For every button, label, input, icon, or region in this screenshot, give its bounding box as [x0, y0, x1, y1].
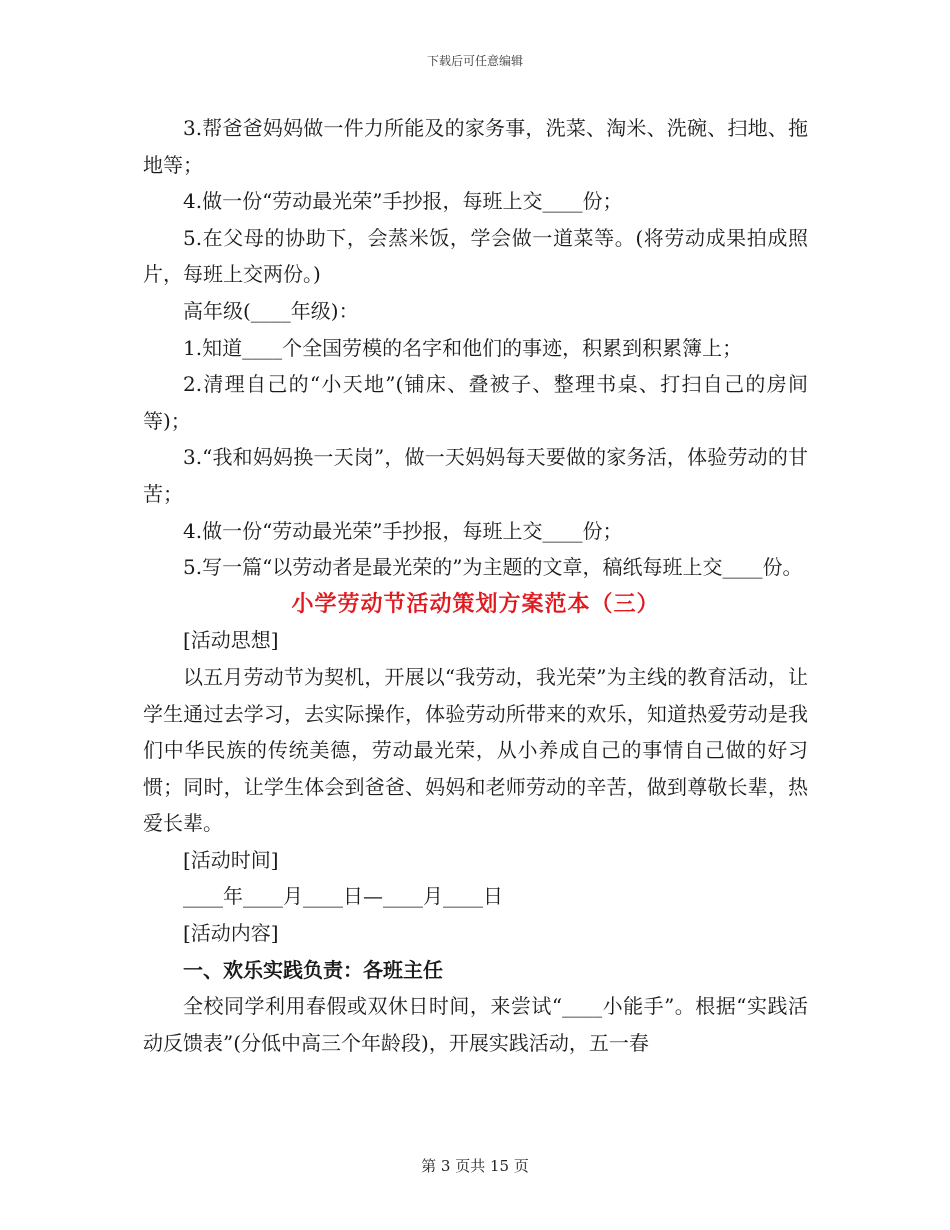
list-item: 5.写一篇“以劳动者是最光荣的”为主题的文章，稿纸每班上交____份。: [183, 555, 803, 580]
list-item: 3.“我和妈妈换一天岗”，做一天妈妈每天要做的家务活，体验劳动的甘苦；: [143, 445, 808, 506]
body-paragraph: 全校同学利用春假或双休日时间，来尝试“____小能手”。根据“实践活动反馈表”(分低中高三个年龄段)，开展实践活动，五一春: [143, 994, 808, 1055]
date-line: ____年____月____日—____月____日: [183, 884, 503, 909]
list-item: 3.帮爸爸妈妈做一件力所能及的家务事，洗菜、淘米、洗碗、扫地、拖地等；: [143, 116, 808, 177]
body-paragraph: 以五月劳动节为契机，开展以“我劳动，我光荣”为主线的教育活动，让学生通过去学习，去实际操作，体验劳动所带来的欢乐，知道热爱劳动是我们中华民族的传统美德，劳动最光荣，从小养成自己的事情自己做的好习惯；同时，让学生体会到爸爸、妈妈和老师劳动的辛苦，做到尊敬长辈，热爱长辈。: [143, 664, 808, 836]
list-item: 2.清理自己的“小天地”(铺床、叠被子、整理书桌、打扫自己的房间等)；: [143, 372, 808, 433]
list-item: 1.知道____个全国劳模的名字和他们的事迹，积累到积累簿上；: [183, 335, 743, 360]
section-label: [活动思想]: [183, 628, 279, 653]
subheading: 一、欢乐实践负责：各班主任: [183, 957, 443, 982]
page-header: 下载后可任意编辑: [426, 54, 523, 68]
section-label: [活动时间]: [183, 847, 279, 872]
document-body: [143, 110, 808, 1061]
list-item: 4.做一份“劳动最光荣”手抄报，每班上交____份；: [183, 189, 623, 214]
list-item: 5.在父母的协助下，会蒸米饭，学会做一道菜等。(将劳动成果拍成照片，每班上交两份。): [143, 225, 808, 287]
page-footer: 第 3 页共 15 页: [421, 1157, 529, 1175]
section-label: [活动内容]: [183, 921, 279, 946]
grade-heading: 高年级(____年级)：: [183, 298, 359, 323]
section-title: 小学劳动节活动策划方案范本（三）: [291, 590, 660, 617]
list-item: 4.做一份“劳动最光荣”手抄报，每班上交____份；: [183, 518, 623, 543]
